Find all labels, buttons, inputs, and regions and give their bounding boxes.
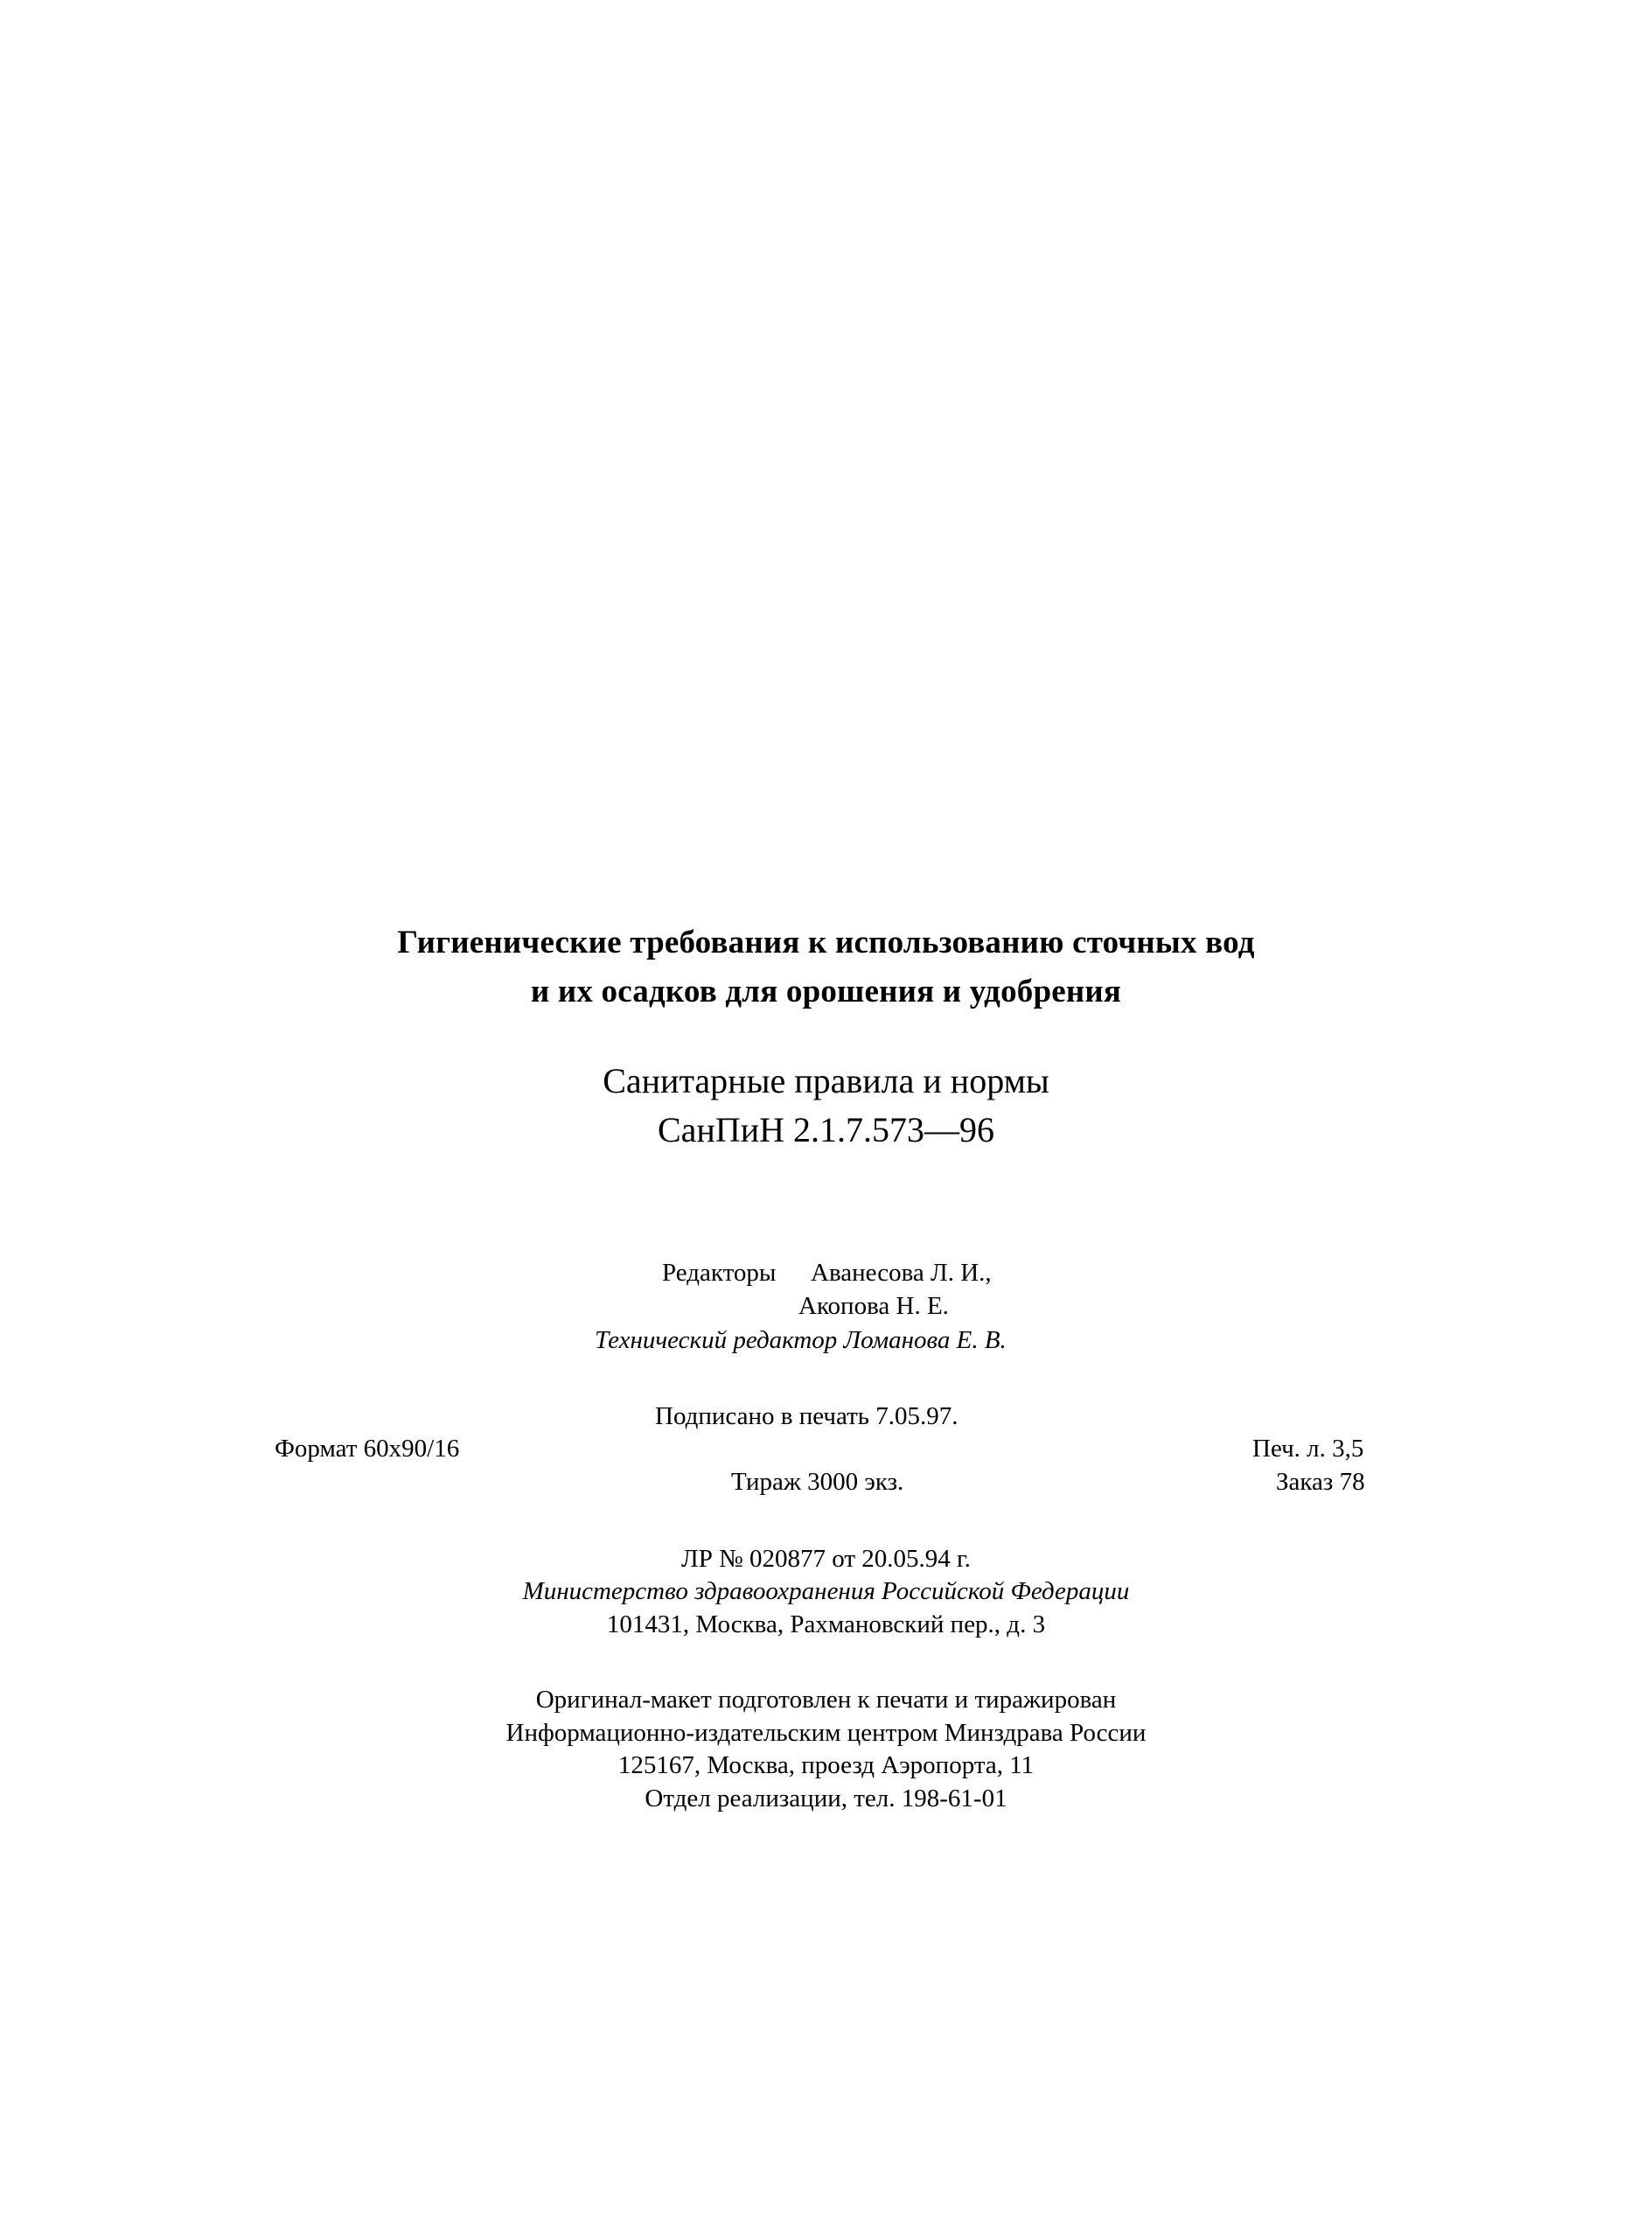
signed-to-print: Подписано в печать 7.05.97.	[655, 1402, 958, 1430]
tech-editor: Технический редактор Ломанова Е. В.	[595, 1326, 1007, 1354]
sales-department-phone: Отдел реализации, тел. 198-61-01	[645, 1784, 1007, 1812]
printer-line-1: Оригинал-макет подготовлен к печати и тиражирован	[535, 1686, 1117, 1714]
editor-1: Аванесова Л. И.,	[811, 1259, 992, 1287]
editors-label: Редакторы	[662, 1259, 777, 1287]
subtitle-line-1: Санитарные правила и нормы	[603, 1061, 1049, 1100]
subtitle-code: СанПиН 2.1.7.573—96	[657, 1110, 995, 1149]
title-line-1: Гигиенические требования к использованию сточных вод	[397, 925, 1255, 960]
printed-sheets: Печ. л. 3,5	[1252, 1435, 1364, 1463]
order-number: Заказ 78	[1276, 1468, 1365, 1496]
license-number: ЛР № 020877 от 20.05.94 г.	[681, 1545, 971, 1573]
document-title	[0, 918, 1652, 1016]
title-line-2: и их осадков для орошения и удобрения	[530, 974, 1122, 1009]
document-subtitle	[0, 1057, 1652, 1155]
publisher-address: 101431, Москва, Рахмановский пер., д. 3	[606, 1610, 1046, 1638]
editor-2: Акопова Н. Е.	[798, 1292, 949, 1320]
printer-address: 125167, Москва, проезд Аэропорта, 11	[617, 1751, 1035, 1779]
paper-format: Формат 60х90/16	[275, 1435, 460, 1463]
publisher-ministry: Министерство здравоохранения Российской Федерации	[522, 1577, 1130, 1605]
circulation: Тираж 3000 экз.	[731, 1468, 904, 1496]
printer-line-2: Информационно-издательским центром Минздрава России	[505, 1719, 1147, 1747]
